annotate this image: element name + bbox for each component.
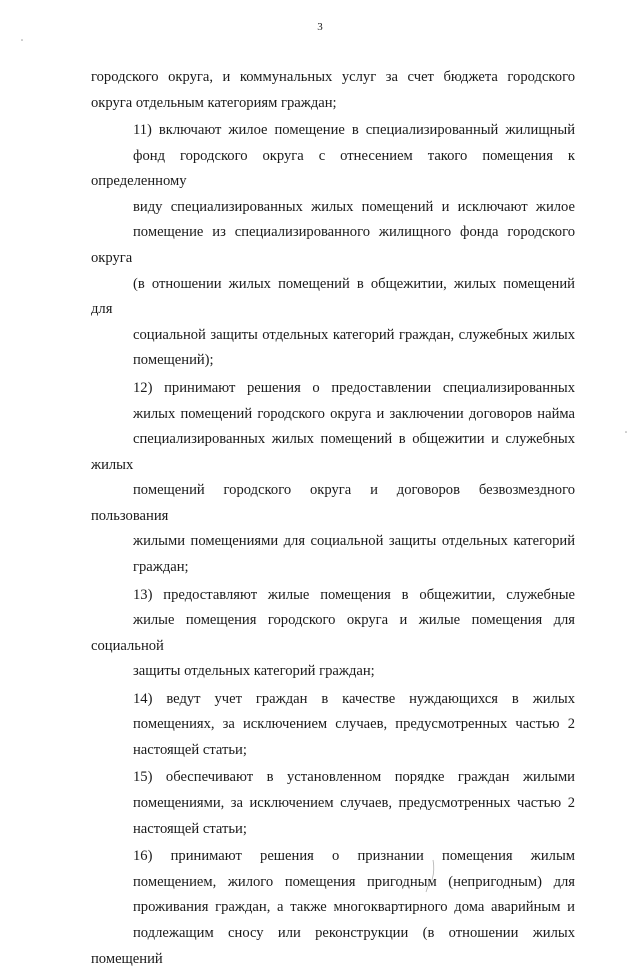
text-line: жилые помещения городского округа и жилые помещения для социальной [91, 612, 575, 654]
text-line: (в отношении жилых помещений в общежитии, жилых помещений для [91, 275, 575, 318]
scan-mark [548, 594, 550, 598]
page-number: 3 [317, 21, 323, 33]
text-line: 12) принимают решения о предоставлении специализированных [133, 379, 575, 396]
text-line: помещение из специализированного жилищного фонда городского округа [91, 224, 575, 267]
text-line: социальной защиты отдельных категорий граждан, служебных жилых [133, 326, 575, 343]
text-line: 11) включают жилое помещение в специализированный жилищный [133, 122, 575, 139]
text-line: настоящей статьи; [133, 742, 247, 758]
text-line: помещением, жилого помещения пригодным (непригодным) для [133, 873, 575, 890]
text-line: проживания граждан, а также многоквартирного дома аварийным и [133, 899, 575, 916]
text-line: фонд городского округа с отнесением такого помещения к определенному [91, 147, 575, 190]
text-line: подлежащим сносу или реконструкции (в отношении жилых помещений [91, 924, 575, 967]
text-line: настоящей статьи; [133, 820, 247, 837]
scan-dot [625, 431, 627, 433]
text-line: помещениями, за исключением случаев, предусмотренных частью 2 [133, 795, 575, 812]
scan-dot [21, 39, 23, 41]
text-line: 16) принимают решения о признании помещения жилым [133, 848, 575, 865]
text-line: помещений); [133, 352, 214, 369]
text-line: жилыми помещениями для социальной защиты отдельных категорий [133, 533, 575, 550]
text-line: граждан; [133, 559, 189, 576]
text-line: помещений городского округа и договоров безвозмездного пользования [91, 482, 575, 524]
text-line: специализированных жилых помещений в общежитии и служебных жилых [91, 431, 575, 473]
text-line: 14) ведут учет граждан в качестве нуждающихся в жилых [133, 690, 575, 707]
scan-mark [432, 860, 434, 880]
text-line: жилых помещений городского округа и заключении договоров найма [133, 405, 575, 422]
text-line: защиты отдельных категорий граждан; [133, 663, 375, 680]
text-line: виду специализированных жилых помещений и исключают жилое [133, 198, 575, 215]
text-line: городского округа, и коммунальных услуг за счет бюджета городского [91, 69, 575, 85]
text-line: 15) обеспечивают в установленном порядке граждан жилыми [133, 769, 575, 786]
text-line: 13) предоставляют жилые помещения в общежитии, служебные [133, 586, 575, 603]
text-line: помещениях, за исключением случаев, предусмотренных частью 2 [133, 716, 575, 733]
scan-mark [426, 886, 428, 892]
text-line: округа отдельным категориям граждан; [91, 94, 337, 111]
